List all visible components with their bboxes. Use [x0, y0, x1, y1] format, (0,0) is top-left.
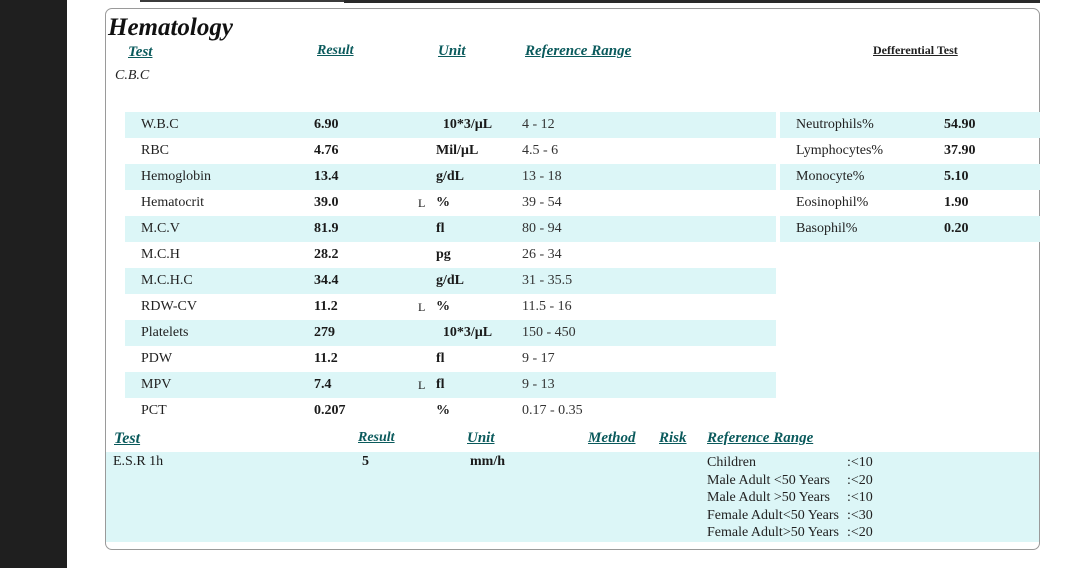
- differential-name: Lymphocytes%: [796, 143, 884, 158]
- table-row: [125, 216, 776, 242]
- cell-unit: 10*3/µL: [442, 325, 493, 340]
- cell-test-name: M.C.V: [141, 221, 180, 236]
- table-row: [125, 138, 776, 164]
- esr-header-reference-range: Reference Range: [707, 430, 814, 446]
- esr-reference-value: :<20: [847, 525, 873, 540]
- esr-reference-value: :<20: [847, 472, 873, 488]
- cell-result: 7.4: [314, 377, 332, 392]
- differential-row: [780, 190, 1040, 216]
- cell-result: 11.2: [314, 351, 338, 366]
- cell-unit: %: [436, 195, 450, 210]
- cell-reference-range: 9 - 13: [522, 377, 555, 392]
- cell-flag: L: [418, 378, 426, 392]
- differential-name: Eosinophil%: [796, 195, 869, 210]
- cell-unit: %: [436, 403, 450, 418]
- differential-name: Monocyte%: [796, 169, 865, 184]
- esr-header-result: Result: [358, 430, 395, 445]
- cell-test-name: MPV: [141, 377, 172, 392]
- cell-unit: fl: [436, 221, 445, 236]
- esr-test: E.S.R 1h: [113, 454, 164, 469]
- esr-header-risk: Risk: [659, 430, 687, 446]
- group-label-cbc: C.B.C: [115, 68, 150, 83]
- cell-unit: fl: [436, 377, 445, 392]
- cell-reference-range: 11.5 - 16: [522, 299, 572, 314]
- esr-reference-line: [707, 524, 873, 541]
- cell-result: 4.76: [314, 143, 339, 158]
- cell-result: 279: [314, 325, 335, 340]
- cell-reference-range: 39 - 54: [522, 195, 562, 210]
- left-dark-margin: [0, 0, 67, 568]
- esr-header-test: Test: [114, 430, 141, 447]
- cell-result: 6.90: [314, 117, 339, 132]
- cell-unit: 10*3/µL: [442, 117, 493, 132]
- table-row: [125, 164, 776, 190]
- section-title: Hematology: [108, 14, 233, 41]
- table-row: [125, 242, 776, 268]
- table-row: [125, 112, 776, 138]
- cell-reference-range: 31 - 35.5: [522, 273, 573, 288]
- esr-row-band: [106, 452, 1039, 542]
- differential-value: 5.10: [944, 169, 969, 184]
- differential-row: [780, 216, 1040, 242]
- cell-result: 28.2: [314, 247, 339, 262]
- cell-reference-range: 80 - 94: [522, 221, 562, 236]
- cell-result: 81.9: [314, 221, 339, 236]
- cell-test-name: Hemoglobin: [141, 169, 211, 184]
- cell-result: 0.207: [314, 403, 346, 418]
- cell-unit: Mil/µL: [436, 143, 479, 158]
- cell-flag: L: [418, 196, 426, 210]
- esr-reference-label: Female Adult>50 Years: [707, 525, 839, 540]
- cell-reference-range: 26 - 34: [522, 247, 562, 262]
- cell-result: 13.4: [314, 169, 339, 184]
- table-row: [125, 268, 776, 294]
- cell-test-name: PCT: [141, 403, 167, 418]
- differential-value: 37.90: [944, 143, 976, 158]
- table-row: [125, 372, 776, 398]
- cell-test-name: RBC: [141, 143, 170, 158]
- cell-test-name: M.C.H: [141, 247, 180, 262]
- differential-row: [780, 112, 1040, 138]
- cell-unit: pg: [436, 247, 451, 262]
- cell-test-name: M.C.H.C: [141, 273, 193, 288]
- esr-reference-value: :<30: [847, 507, 873, 523]
- table-row: [125, 294, 776, 320]
- cell-reference-range: 4 - 12: [522, 117, 555, 132]
- cell-reference-range: 150 - 450: [522, 325, 576, 340]
- differential-value: 54.90: [944, 117, 976, 132]
- esr-reference-line: [707, 454, 873, 471]
- cell-result: 34.4: [314, 273, 339, 288]
- esr-reference-line: [707, 507, 873, 524]
- cell-unit: g/dL: [436, 273, 465, 288]
- table-row: [125, 320, 776, 346]
- cell-reference-range: 0.17 - 0.35: [522, 403, 583, 418]
- differential-value: 1.90: [944, 195, 969, 210]
- header-test: Test: [128, 44, 153, 60]
- cell-result: 11.2: [314, 299, 338, 314]
- cell-test-name: Platelets: [141, 325, 189, 340]
- esr-header-method: Method: [588, 430, 636, 446]
- esr-reference-label: Children: [707, 455, 756, 470]
- header-unit: Unit: [438, 43, 466, 59]
- differential-value: 0.20: [944, 221, 969, 236]
- table-row: [125, 398, 776, 424]
- cell-unit: %: [436, 299, 450, 314]
- cell-flag: L: [418, 300, 426, 314]
- cell-test-name: W.B.C: [141, 117, 179, 132]
- cell-test-name: RDW-CV: [141, 299, 197, 314]
- header-differential-test: Defferential Test: [873, 43, 958, 57]
- cell-test-name: PDW: [141, 351, 173, 366]
- differential-name: Basophil%: [796, 221, 858, 236]
- differential-name: Neutrophils%: [796, 117, 874, 132]
- cell-reference-range: 4.5 - 6: [522, 143, 559, 158]
- esr-reference-label: Male Adult <50 Years: [707, 472, 831, 488]
- esr-reference-value: :<10: [847, 455, 873, 470]
- esr-unit: mm/h: [470, 454, 505, 469]
- cell-unit: g/dL: [436, 169, 465, 184]
- cell-reference-range: 9 - 17: [522, 351, 555, 366]
- differential-row: [780, 164, 1040, 190]
- cell-reference-range: 13 - 18: [522, 169, 562, 184]
- cell-unit: fl: [436, 351, 445, 366]
- esr-header-unit: Unit: [467, 430, 495, 446]
- cell-result: 39.0: [314, 195, 339, 210]
- esr-reference-label: Female Adult<50 Years: [707, 507, 839, 523]
- differential-row: [780, 138, 1040, 164]
- esr-reference-value: :<10: [847, 490, 873, 505]
- esr-result: 5: [362, 454, 369, 469]
- esr-reference-line: [707, 489, 873, 506]
- cell-test-name: Hematocrit: [141, 195, 204, 210]
- table-row: [125, 346, 776, 372]
- header-reference-range: Reference Range: [525, 43, 632, 59]
- esr-reference-line: [707, 472, 873, 489]
- table-row: [125, 190, 776, 216]
- top-divider-thick: [344, 0, 1040, 3]
- esr-reference-label: Male Adult >50 Years: [707, 490, 831, 505]
- header-result: Result: [317, 43, 354, 58]
